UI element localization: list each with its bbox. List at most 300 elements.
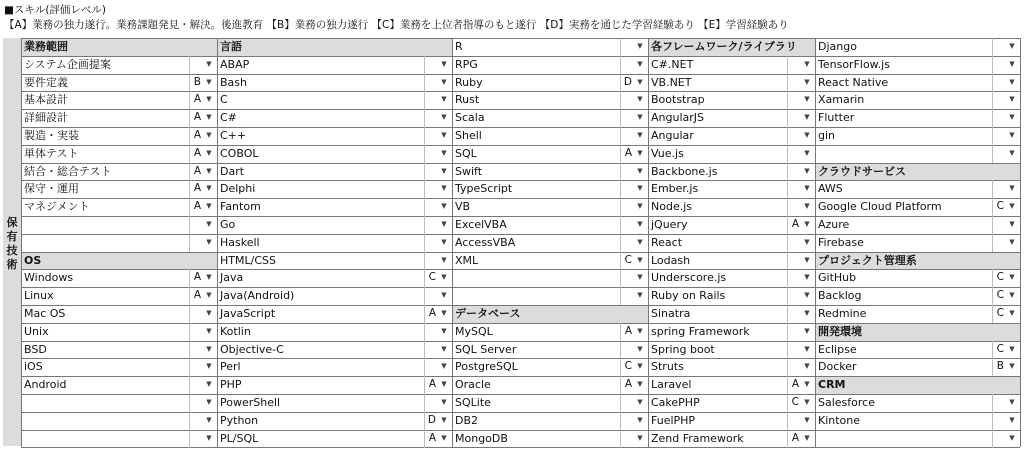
level-value: A xyxy=(791,378,799,390)
skill-row xyxy=(815,394,1020,412)
sidebar-char: 保 xyxy=(6,216,18,229)
level-dropdown-icon[interactable]: ▼ xyxy=(637,273,643,281)
level-separator xyxy=(189,56,190,74)
level-dropdown-icon[interactable]: ▼ xyxy=(804,95,810,103)
level-value: A xyxy=(193,182,201,194)
skill-name: Eclipse xyxy=(818,343,857,356)
level-dropdown-icon[interactable]: ▼ xyxy=(637,416,643,424)
level-separator xyxy=(787,305,788,323)
level-dropdown-icon[interactable]: ▼ xyxy=(441,416,447,424)
skill-row xyxy=(815,38,1020,56)
row-divider xyxy=(21,394,1020,395)
level-separator xyxy=(189,269,190,287)
level-separator xyxy=(787,91,788,109)
level-separator xyxy=(992,412,993,430)
level-dropdown-icon[interactable]: ▼ xyxy=(804,167,810,175)
level-dropdown-icon[interactable]: ▼ xyxy=(804,309,810,317)
level-value: C xyxy=(624,360,632,372)
level-dropdown-icon[interactable]: ▼ xyxy=(206,434,212,442)
level-dropdown-icon[interactable]: ▼ xyxy=(637,220,643,228)
level-separator xyxy=(992,234,993,252)
level-separator xyxy=(620,341,621,359)
level-dropdown-icon[interactable]: ▼ xyxy=(637,95,643,103)
level-separator xyxy=(787,341,788,359)
skill-name: Haskell xyxy=(220,236,260,249)
level-separator xyxy=(189,358,190,376)
skill-row xyxy=(452,287,648,305)
level-dropdown-icon[interactable]: ▼ xyxy=(1009,345,1015,353)
column-divider xyxy=(452,38,453,447)
skill-name: Google Cloud Platform xyxy=(818,200,942,213)
skill-name: Zend Framework xyxy=(651,432,744,445)
skill-name: PL/SQL xyxy=(220,432,259,445)
level-dropdown-icon[interactable]: ▼ xyxy=(637,131,643,139)
skill-row xyxy=(815,127,1020,145)
level-separator xyxy=(992,91,993,109)
level-value: A xyxy=(193,271,201,283)
level-separator xyxy=(189,180,190,198)
level-dropdown-icon[interactable]: ▼ xyxy=(441,273,447,281)
skill-row xyxy=(217,394,452,412)
skill-name: Swift xyxy=(455,165,483,178)
level-separator xyxy=(620,269,621,287)
skill-name: XML xyxy=(455,254,479,267)
level-value: A xyxy=(193,289,201,301)
column-divider xyxy=(21,38,22,447)
level-value: C xyxy=(996,200,1004,212)
level-dropdown-icon[interactable]: ▼ xyxy=(441,113,447,121)
skill-row xyxy=(815,216,1020,234)
skill-row xyxy=(21,145,217,163)
level-dropdown-icon[interactable]: ▼ xyxy=(637,398,643,406)
level-dropdown-icon[interactable]: ▼ xyxy=(441,167,447,175)
skill-name: Dart xyxy=(220,165,245,178)
level-dropdown-icon[interactable]: ▼ xyxy=(1009,95,1015,103)
level-dropdown-icon[interactable]: ▼ xyxy=(637,202,643,210)
row-divider xyxy=(21,323,1020,324)
skill-name: 詳細設計 xyxy=(24,111,68,124)
skill-row xyxy=(815,430,1020,448)
skill-name: VB xyxy=(455,200,471,213)
level-dropdown-icon[interactable]: ▼ xyxy=(1009,78,1015,86)
skill-name: 製造・実装 xyxy=(24,129,79,142)
level-dropdown-icon[interactable]: ▼ xyxy=(804,273,810,281)
level-value: A xyxy=(193,111,201,123)
level-dropdown-icon[interactable]: ▼ xyxy=(637,78,643,86)
skill-name: AccessVBA xyxy=(455,236,516,249)
level-dropdown-icon[interactable]: ▼ xyxy=(206,362,212,370)
skills-table xyxy=(0,38,1024,448)
level-dropdown-icon[interactable]: ▼ xyxy=(1009,220,1015,228)
skill-name: Spring boot xyxy=(651,343,715,356)
skill-name: Windows xyxy=(24,271,74,284)
level-dropdown-icon[interactable]: ▼ xyxy=(206,327,212,335)
skill-name: JavaScript xyxy=(220,307,276,320)
skill-name: Python xyxy=(220,414,259,427)
level-dropdown-icon[interactable]: ▼ xyxy=(637,113,643,121)
level-dropdown-icon[interactable]: ▼ xyxy=(804,380,810,388)
skill-row xyxy=(452,412,648,430)
skill-row xyxy=(452,394,648,412)
skill-row xyxy=(815,341,1020,359)
level-separator xyxy=(992,394,993,412)
skill-name: Django xyxy=(818,40,857,53)
skill-name: Kotlin xyxy=(220,325,251,338)
skill-name: Redmine xyxy=(818,307,867,320)
category-header xyxy=(815,163,1020,181)
level-separator xyxy=(992,56,993,74)
level-value: C xyxy=(791,396,799,408)
skill-name: システム企画提案 xyxy=(24,58,111,71)
level-dropdown-icon[interactable]: ▼ xyxy=(206,202,212,210)
level-separator xyxy=(189,127,190,145)
skill-name: Ruby xyxy=(455,76,483,89)
level-dropdown-icon[interactable]: ▼ xyxy=(1009,398,1015,406)
level-separator xyxy=(992,38,993,56)
skill-row xyxy=(217,430,452,448)
skill-name: 保守・運用 xyxy=(24,182,79,195)
level-value: A xyxy=(428,378,436,390)
level-dropdown-icon[interactable]: ▼ xyxy=(804,149,810,157)
level-dropdown-icon[interactable]: ▼ xyxy=(206,131,212,139)
skill-row xyxy=(21,287,217,305)
level-separator xyxy=(424,323,425,341)
level-separator xyxy=(787,198,788,216)
skill-name: CakePHP xyxy=(651,396,700,409)
level-dropdown-icon[interactable]: ▼ xyxy=(804,362,810,370)
level-separator xyxy=(787,252,788,270)
level-dropdown-icon[interactable]: ▼ xyxy=(637,434,643,442)
level-dropdown-icon[interactable]: ▼ xyxy=(441,131,447,139)
level-dropdown-icon[interactable]: ▼ xyxy=(637,345,643,353)
skill-row xyxy=(21,412,217,430)
skill-name: jQuery xyxy=(651,218,688,231)
level-dropdown-icon[interactable]: ▼ xyxy=(804,202,810,210)
skill-name: BSD xyxy=(24,343,47,356)
level-dropdown-icon[interactable]: ▼ xyxy=(441,238,447,246)
level-dropdown-icon[interactable]: ▼ xyxy=(804,327,810,335)
level-dropdown-icon[interactable]: ▼ xyxy=(206,220,212,228)
row-divider xyxy=(21,252,1020,253)
skill-name: C++ xyxy=(220,129,247,142)
level-dropdown-icon[interactable]: ▼ xyxy=(206,78,212,86)
level-value: C xyxy=(996,343,1004,355)
skill-row xyxy=(21,376,217,394)
level-separator xyxy=(992,74,993,92)
level-dropdown-icon[interactable]: ▼ xyxy=(1009,416,1015,424)
skill-name: Bootstrap xyxy=(651,93,705,106)
level-separator xyxy=(620,109,621,127)
level-dropdown-icon[interactable]: ▼ xyxy=(441,398,447,406)
level-dropdown-icon[interactable]: ▼ xyxy=(206,345,212,353)
skill-name: TensorFlow.js xyxy=(818,58,890,71)
row-divider xyxy=(21,163,1020,164)
level-dropdown-icon[interactable]: ▼ xyxy=(441,256,447,264)
level-separator xyxy=(189,305,190,323)
row-divider xyxy=(21,269,1020,270)
level-dropdown-icon[interactable]: ▼ xyxy=(206,238,212,246)
level-dropdown-icon[interactable]: ▼ xyxy=(637,184,643,192)
level-dropdown-icon[interactable]: ▼ xyxy=(1009,273,1015,281)
level-dropdown-icon[interactable]: ▼ xyxy=(804,113,810,121)
skill-name: COBOL xyxy=(220,147,259,160)
row-divider xyxy=(21,127,1020,128)
level-separator xyxy=(620,234,621,252)
skill-name: TypeScript xyxy=(455,182,513,195)
skill-name: Ruby on Rails xyxy=(651,289,726,302)
level-separator xyxy=(992,287,993,305)
skill-row xyxy=(648,74,815,92)
level-dropdown-icon[interactable]: ▼ xyxy=(441,202,447,210)
level-dropdown-icon[interactable]: ▼ xyxy=(1009,131,1015,139)
row-divider xyxy=(21,145,1020,146)
skill-name: Salesforce xyxy=(818,396,875,409)
row-divider xyxy=(21,56,1020,57)
level-separator xyxy=(620,38,621,56)
level-dropdown-icon[interactable]: ▼ xyxy=(1009,238,1015,246)
level-separator xyxy=(620,145,621,163)
skill-row xyxy=(815,358,1020,376)
level-dropdown-icon[interactable]: ▼ xyxy=(1009,434,1015,442)
level-dropdown-icon[interactable]: ▼ xyxy=(804,238,810,246)
level-dropdown-icon[interactable]: ▼ xyxy=(206,273,212,281)
skill-name: Delphi xyxy=(220,182,256,195)
row-divider xyxy=(21,109,1020,110)
level-separator xyxy=(424,145,425,163)
level-dropdown-icon[interactable]: ▼ xyxy=(441,327,447,335)
level-dropdown-icon[interactable]: ▼ xyxy=(1009,202,1015,210)
skill-name: Lodash xyxy=(651,254,691,267)
row-divider xyxy=(21,91,1020,92)
skill-row xyxy=(217,358,452,376)
level-separator xyxy=(424,91,425,109)
level-value: A xyxy=(624,378,632,390)
level-dropdown-icon[interactable]: ▼ xyxy=(441,380,447,388)
level-dropdown-icon[interactable]: ▼ xyxy=(1009,309,1015,317)
level-separator xyxy=(424,358,425,376)
level-separator xyxy=(620,56,621,74)
level-separator xyxy=(992,109,993,127)
skill-name: VB.NET xyxy=(651,76,692,89)
skill-name: ExcelVBA xyxy=(455,218,507,231)
level-dropdown-icon[interactable]: ▼ xyxy=(804,220,810,228)
skill-name: Android xyxy=(24,378,67,391)
skill-row xyxy=(452,74,648,92)
level-value: A xyxy=(193,129,201,141)
level-dropdown-icon[interactable]: ▼ xyxy=(1009,362,1015,370)
skill-name: React Native xyxy=(818,76,889,89)
level-dropdown-icon[interactable]: ▼ xyxy=(441,291,447,299)
level-separator xyxy=(424,198,425,216)
level-separator xyxy=(189,323,190,341)
column-divider xyxy=(648,38,649,447)
skill-row xyxy=(217,91,452,109)
skill-name: Flutter xyxy=(818,111,855,124)
level-separator xyxy=(620,358,621,376)
level-dropdown-icon[interactable]: ▼ xyxy=(441,434,447,442)
skill-row xyxy=(648,287,815,305)
level-dropdown-icon[interactable]: ▼ xyxy=(804,131,810,139)
skill-row xyxy=(21,127,217,145)
level-dropdown-icon[interactable]: ▼ xyxy=(206,380,212,388)
skill-name: React xyxy=(651,236,683,249)
skill-name: spring Framework xyxy=(651,325,750,338)
level-dropdown-icon[interactable]: ▼ xyxy=(1009,149,1015,157)
level-separator xyxy=(787,430,788,448)
skill-row xyxy=(815,56,1020,74)
level-dropdown-icon[interactable]: ▼ xyxy=(804,256,810,264)
skill-row xyxy=(648,323,815,341)
level-separator xyxy=(787,358,788,376)
level-dropdown-icon[interactable]: ▼ xyxy=(1009,113,1015,121)
level-dropdown-icon[interactable]: ▼ xyxy=(206,184,212,192)
level-separator xyxy=(787,287,788,305)
skill-row xyxy=(648,341,815,359)
category-label: 開発環境 xyxy=(818,325,862,338)
level-separator xyxy=(787,234,788,252)
level-dropdown-icon[interactable]: ▼ xyxy=(1009,60,1015,68)
level-dropdown-icon[interactable]: ▼ xyxy=(637,327,643,335)
skill-row xyxy=(648,56,815,74)
level-dropdown-icon[interactable]: ▼ xyxy=(637,238,643,246)
category-header xyxy=(815,252,1020,270)
level-separator xyxy=(189,287,190,305)
category-header xyxy=(21,38,217,56)
skill-name: Backbone.js xyxy=(651,165,718,178)
level-dropdown-icon[interactable]: ▼ xyxy=(206,149,212,157)
level-separator xyxy=(189,109,190,127)
skill-name: Scala xyxy=(455,111,485,124)
level-dropdown-icon[interactable]: ▼ xyxy=(206,113,212,121)
skill-name: Linux xyxy=(24,289,54,302)
level-dropdown-icon[interactable]: ▼ xyxy=(441,149,447,157)
level-dropdown-icon[interactable]: ▼ xyxy=(1009,184,1015,192)
level-dropdown-icon[interactable]: ▼ xyxy=(441,60,447,68)
category-label: プロジェクト管理系 xyxy=(818,254,917,267)
level-value: A xyxy=(791,218,799,230)
skill-row xyxy=(21,216,217,234)
skill-name: HTML/CSS xyxy=(220,254,276,267)
skill-name: C# xyxy=(220,111,237,124)
skill-row xyxy=(815,109,1020,127)
skill-name: 要件定義 xyxy=(24,76,68,89)
level-dropdown-icon[interactable]: ▼ xyxy=(804,345,810,353)
level-dropdown-icon[interactable]: ▼ xyxy=(637,42,643,50)
level-separator xyxy=(189,216,190,234)
level-dropdown-icon[interactable]: ▼ xyxy=(441,345,447,353)
level-separator xyxy=(189,74,190,92)
level-dropdown-icon[interactable]: ▼ xyxy=(441,309,447,317)
level-dropdown-icon[interactable]: ▼ xyxy=(637,167,643,175)
skill-row xyxy=(815,91,1020,109)
skill-name: Perl xyxy=(220,360,241,373)
level-separator xyxy=(424,163,425,181)
level-dropdown-icon[interactable]: ▼ xyxy=(441,362,447,370)
skill-name: Mac OS xyxy=(24,307,66,320)
category-header xyxy=(21,252,217,270)
skill-row xyxy=(21,341,217,359)
skill-row xyxy=(452,376,648,394)
row-divider xyxy=(21,216,1020,217)
skill-row xyxy=(452,358,648,376)
level-dropdown-icon[interactable]: ▼ xyxy=(206,167,212,175)
level-dropdown-icon[interactable]: ▼ xyxy=(441,95,447,103)
skill-row xyxy=(648,358,815,376)
level-separator xyxy=(189,91,190,109)
level-value: D xyxy=(623,76,632,88)
level-dropdown-icon[interactable]: ▼ xyxy=(804,434,810,442)
skill-row xyxy=(648,163,815,181)
level-dropdown-icon[interactable]: ▼ xyxy=(804,60,810,68)
level-dropdown-icon[interactable]: ▼ xyxy=(637,256,643,264)
level-dropdown-icon[interactable]: ▼ xyxy=(804,398,810,406)
level-dropdown-icon[interactable]: ▼ xyxy=(804,416,810,424)
level-dropdown-icon[interactable]: ▼ xyxy=(441,78,447,86)
skill-row xyxy=(648,180,815,198)
skill-row xyxy=(217,234,452,252)
level-dropdown-icon[interactable]: ▼ xyxy=(804,184,810,192)
level-dropdown-icon[interactable]: ▼ xyxy=(637,60,643,68)
level-dropdown-icon[interactable]: ▼ xyxy=(637,380,643,388)
level-separator xyxy=(424,412,425,430)
level-dropdown-icon[interactable]: ▼ xyxy=(637,149,643,157)
skill-name: AWS xyxy=(818,182,843,195)
skill-row xyxy=(21,269,217,287)
level-dropdown-icon[interactable]: ▼ xyxy=(206,309,212,317)
skill-row xyxy=(217,376,452,394)
level-dropdown-icon[interactable]: ▼ xyxy=(206,291,212,299)
level-dropdown-icon[interactable]: ▼ xyxy=(804,291,810,299)
level-dropdown-icon[interactable]: ▼ xyxy=(441,220,447,228)
row-divider xyxy=(21,38,1020,39)
level-separator xyxy=(424,216,425,234)
skill-name: Fantom xyxy=(220,200,261,213)
level-dropdown-icon[interactable]: ▼ xyxy=(206,60,212,68)
skill-name: 単体テスト xyxy=(24,147,79,160)
category-header xyxy=(648,38,815,56)
level-dropdown-icon[interactable]: ▼ xyxy=(804,78,810,86)
skill-row xyxy=(452,430,648,448)
category-header xyxy=(452,305,648,323)
level-dropdown-icon[interactable]: ▼ xyxy=(206,416,212,424)
skill-name: Struts xyxy=(651,360,684,373)
level-dropdown-icon[interactable]: ▼ xyxy=(637,291,643,299)
skill-name: DB2 xyxy=(455,414,479,427)
skill-row xyxy=(452,216,648,234)
level-separator xyxy=(424,394,425,412)
skill-name: C xyxy=(220,93,228,106)
level-dropdown-icon[interactable]: ▼ xyxy=(1009,291,1015,299)
skill-row xyxy=(452,91,648,109)
row-divider xyxy=(21,305,1020,306)
skill-row xyxy=(21,163,217,181)
level-separator xyxy=(189,376,190,394)
skill-row xyxy=(21,323,217,341)
level-dropdown-icon[interactable]: ▼ xyxy=(1009,42,1015,50)
skill-name: GitHub xyxy=(818,271,857,284)
level-dropdown-icon[interactable]: ▼ xyxy=(206,95,212,103)
column-divider xyxy=(217,38,218,447)
level-separator xyxy=(787,376,788,394)
level-separator xyxy=(787,323,788,341)
level-value: A xyxy=(193,200,201,212)
level-separator xyxy=(189,412,190,430)
level-dropdown-icon[interactable]: ▼ xyxy=(637,362,643,370)
level-dropdown-icon[interactable]: ▼ xyxy=(206,398,212,406)
skill-row xyxy=(217,109,452,127)
sidebar-char: 技 xyxy=(6,244,18,257)
level-dropdown-icon[interactable]: ▼ xyxy=(441,184,447,192)
